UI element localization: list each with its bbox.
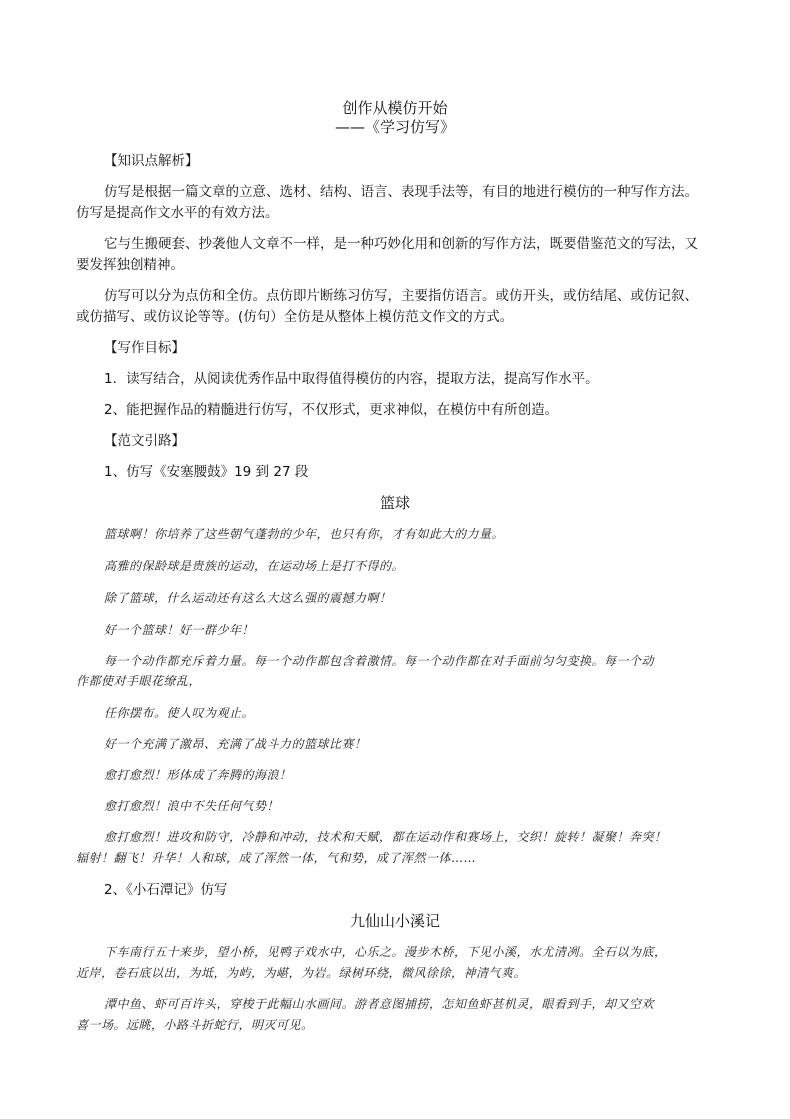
paragraph-1-line-2: 仿写是提高作文水平的有效方法。 <box>76 205 279 221</box>
essay-2-title: 九仙山小溪记 <box>349 912 440 930</box>
essay-1-line: 好一个篮球！好一群少年！ <box>104 623 255 637</box>
paragraph-3-line-2: 或仿描写、或仿议论等等。(仿句）全仿是从整体上模仿范文作文的方式。 <box>76 309 514 325</box>
essay-2-line: 喜一场。远眺，小路斗折蛇行，明灭可见。 <box>76 1018 314 1032</box>
essay-1-line: 愈打愈烈！进攻和防守，冷静和冲动，技术和天赋，都在运动作和赛场上，交织！旋转！凝聚！奔突！ <box>104 830 667 844</box>
page-subtitle: ——《学习仿写》 <box>334 118 455 136</box>
example-2-label: 2、《小石潭记》仿写 <box>104 882 228 898</box>
essay-2-line: 潭中鱼、虾可百许头，穿梭于此幅山水画间。游者意图捕捞，怎知鱼虾甚机灵，眼看到手，却又空欢 <box>104 997 655 1011</box>
essay-2-line: 近岸，卷石底以出，为坻，为屿，为嵁，为岩。绿树环绕，微风徐徐，神清气爽。 <box>76 966 527 980</box>
example-1-label: 1、仿写《安塞腰鼓》19 到 27 段 <box>104 464 309 480</box>
essay-1-line: 每一个动作都充斥着力量。每一个动作都包含着激情。每一个动作都在对手面前匀匀变换。每一个动 <box>104 654 655 668</box>
goal-heading: 【写作目标】 <box>104 340 185 356</box>
essay-1-line: 高雅的保龄球是贵族的运动，在运动场上是打不得的。 <box>104 559 405 573</box>
essay-1-line: 篮球啊！你培养了这些朝气蓬勃的少年，也只有你，才有如此大的力量。 <box>104 527 505 541</box>
essay-1-line: 辐射！翻飞！升华！人和球，成了浑然一体，气和势，成了浑然一体…… <box>76 851 477 865</box>
paragraph-1-line-1: 仿写是根据一篇文章的立意、选材、结构、语言、表现手法等，有目的地进行模仿的一种写作方法。 <box>104 184 698 200</box>
paragraph-2-line-1: 它与生搬硬套、抄袭他人文章不一样，是一种巧妙化用和创新的写作方法，既要借鉴范文的写法，又 <box>104 236 698 252</box>
knowledge-heading: 【知识点解析】 <box>104 153 199 169</box>
example-heading: 【范文引路】 <box>104 433 185 449</box>
essay-2-line: 下车南行五十来步，望小桥，见鸭子戏水中，心乐之。漫步木桥，下见小溪，水尤清冽。全石以为底， <box>104 945 667 959</box>
paragraph-2-line-2: 要发挥独创精神。 <box>76 257 184 273</box>
essay-1-title: 篮球 <box>379 494 410 512</box>
essay-1-line: 作都使对手眼花缭乱， <box>76 674 202 688</box>
essay-1-line: 好一个充满了激昂、充满了战斗力的篮球比赛！ <box>104 737 367 751</box>
essay-1-line: 愈打愈烈！形体成了奔腾的海浪！ <box>104 768 292 782</box>
essay-1-line: 愈打愈烈！浪中不失任何气势！ <box>104 799 280 813</box>
paragraph-3-line-1: 仿写可以分为点仿和全仿。点仿即片断练习仿写，主要指仿语言。或仿开头，或仿结尾、或仿记叙、 <box>104 288 698 304</box>
goal-item-1: 1．读写结合，从阅读优秀作品中取得值得模仿的内容，提取方法，提高写作水平。 <box>104 371 599 387</box>
essay-1-line: 除了篮球，什么运动还有这么大这么强的震撼力啊！ <box>104 591 392 605</box>
page-title: 创作从模仿开始 <box>342 99 448 117</box>
goal-item-2: 2、能把握作品的精髓进行仿写，不仅形式，更求神似，在模仿中有所创造。 <box>104 402 559 418</box>
essay-1-line: 任你摆布。使人叹为观止。 <box>104 706 255 720</box>
